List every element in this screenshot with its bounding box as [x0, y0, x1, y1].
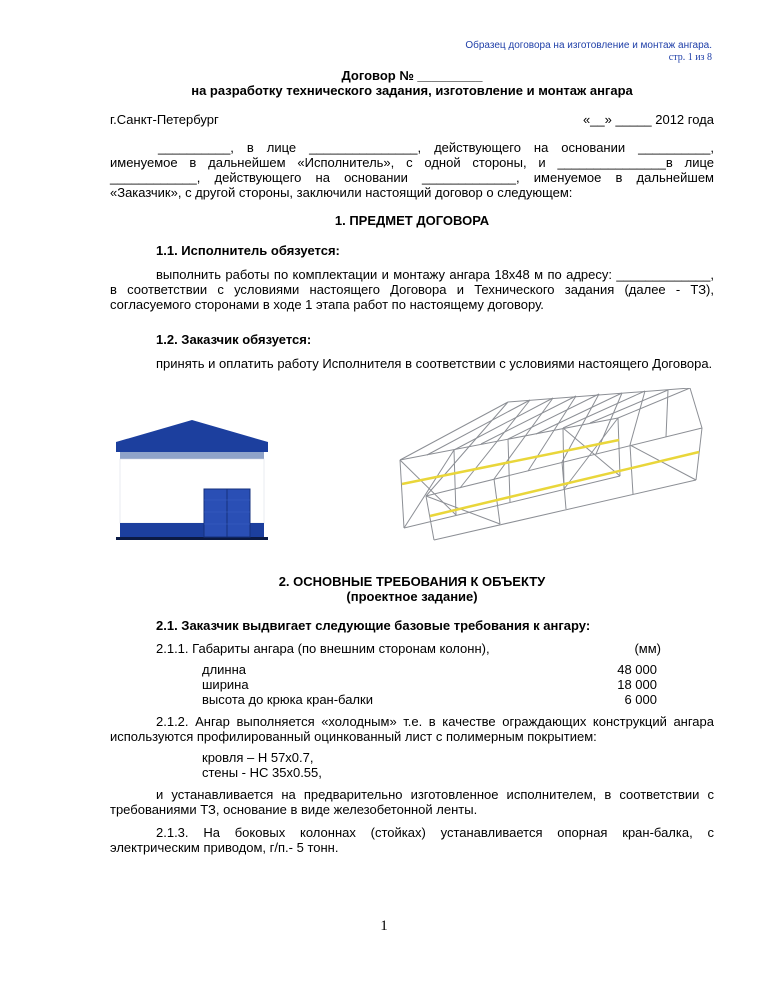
frame-brace: [404, 450, 454, 528]
dimensions-list: [202, 662, 657, 707]
item-2-1-3-text: 2.1.3. На боковых колоннах (стойках) устанавливается опорная кран-балка, с электрическим приводом, г/п.- 5 тонн.: [110, 825, 714, 855]
hangar-roof: [116, 420, 268, 452]
frame-brace: [563, 428, 620, 476]
frame-column: [400, 460, 404, 528]
section-1-1-text: выполнить работы по комплектации и монтажу ангара 18х48 м по адресу: _____________, в соответствии с условиями настоящего Договора и Технического задания (далее - ТЗ), согласуемого сторонами в ходе 1 этапа работ по настоящему договору.: [110, 267, 714, 312]
running-header: [465, 40, 712, 64]
walls-spec: стены - НС 35х0.55,: [202, 765, 322, 780]
frame-column: [618, 418, 620, 476]
frame-brace: [630, 445, 696, 480]
section-1-2-text: принять и оплатить работу Исполнителя в соответствии с условиями настоящего Договора.: [156, 356, 713, 371]
frame-rafter: [630, 391, 645, 445]
hangar-facade-illustration: [112, 420, 272, 545]
header-page-count-text: стр. 1 из 8: [668, 52, 712, 63]
frame-gable-back: [618, 388, 702, 428]
section-1-2-heading: 1.2. Заказчик обязуется:: [156, 332, 312, 347]
item-2-1-2-text: 2.1.2. Ангар выполняется «холодным» т.е. в качестве ограждающих конструкций ангара используются профилированный оцинкованный лист с полимерным покрытием:: [110, 714, 714, 744]
hangar-eave-shadow: [120, 452, 264, 459]
contract-number-line: Договор № _________: [341, 68, 483, 83]
contract-place: г.Санкт-Петербург: [110, 112, 219, 127]
place-date-row: [110, 112, 714, 127]
frame-column: [454, 450, 456, 515]
item-2-1-1-label: 2.1.1. Габариты ангара (по внешним сторонам колонн),: [156, 641, 490, 656]
header-page-count: [465, 52, 712, 64]
frame-column: [508, 439, 510, 502]
dimension-value: 48 000: [617, 662, 657, 677]
dimension-row: [202, 677, 657, 692]
section-2-subheading: (проектное задание): [346, 589, 478, 604]
dimension-label: ширина: [202, 677, 249, 692]
dimension-label: длинна: [202, 662, 247, 677]
item-2-1-2-continuation: и устанавливается на предварительно изготовленное исполнителем, в соответствии с требованиями ТЗ, основание в виде железобетонной ленты.: [110, 787, 714, 817]
section-2-heading-block: [110, 574, 714, 604]
parties-paragraph: __________, в лице _______________, действующего на основании __________, именуемое в дальнейшем «Исполнитель», с одной стороны, и _______________в лице ____________, действующего на основании _____________, именуемое в дальнейшем «Заказчик», с другой стороны, заключили настоящий договор о следующем:: [110, 140, 714, 200]
dimension-row: [202, 662, 657, 677]
contract-subject-line: на разработку технического задания, изготовление и монтаж ангара: [191, 83, 633, 98]
section-2-heading: 2. ОСНОВНЫЕ ТРЕБОВАНИЯ К ОБЪЕКТУ: [278, 574, 546, 589]
header-title: Образец договора на изготовление и монтаж ангара.: [465, 40, 712, 51]
item-2-1-1-unit: (мм): [634, 641, 661, 656]
steel-frame-illustration: [390, 388, 710, 548]
dimension-value: 18 000: [617, 677, 657, 692]
dimension-row: [202, 692, 657, 707]
crane-beam-front: [402, 440, 619, 484]
cladding-list: [202, 750, 322, 780]
section-2-1-heading: 2.1. Заказчик выдвигает следующие базовые требования к ангару:: [156, 618, 591, 633]
dimension-label: высота до крюка кран-балки: [202, 692, 373, 707]
section-1-1-heading: 1.1. Исполнитель обязуется:: [156, 243, 340, 258]
item-2-1-1-row: [156, 641, 661, 656]
dimension-value: 6 000: [624, 692, 657, 707]
contract-date: «__» _____ 2012 года: [582, 112, 714, 127]
frame-rafter: [481, 396, 576, 444]
frame-column: [426, 496, 434, 540]
document-title: [110, 68, 714, 98]
frame-structure: [400, 388, 702, 540]
roof-spec: кровля – Н 57х0.7,: [202, 750, 314, 765]
section-1-heading: 1. ПРЕДМЕТ ДОГОВОРА: [334, 213, 490, 228]
frame-column: [696, 428, 702, 480]
page-number: 1: [380, 918, 388, 934]
